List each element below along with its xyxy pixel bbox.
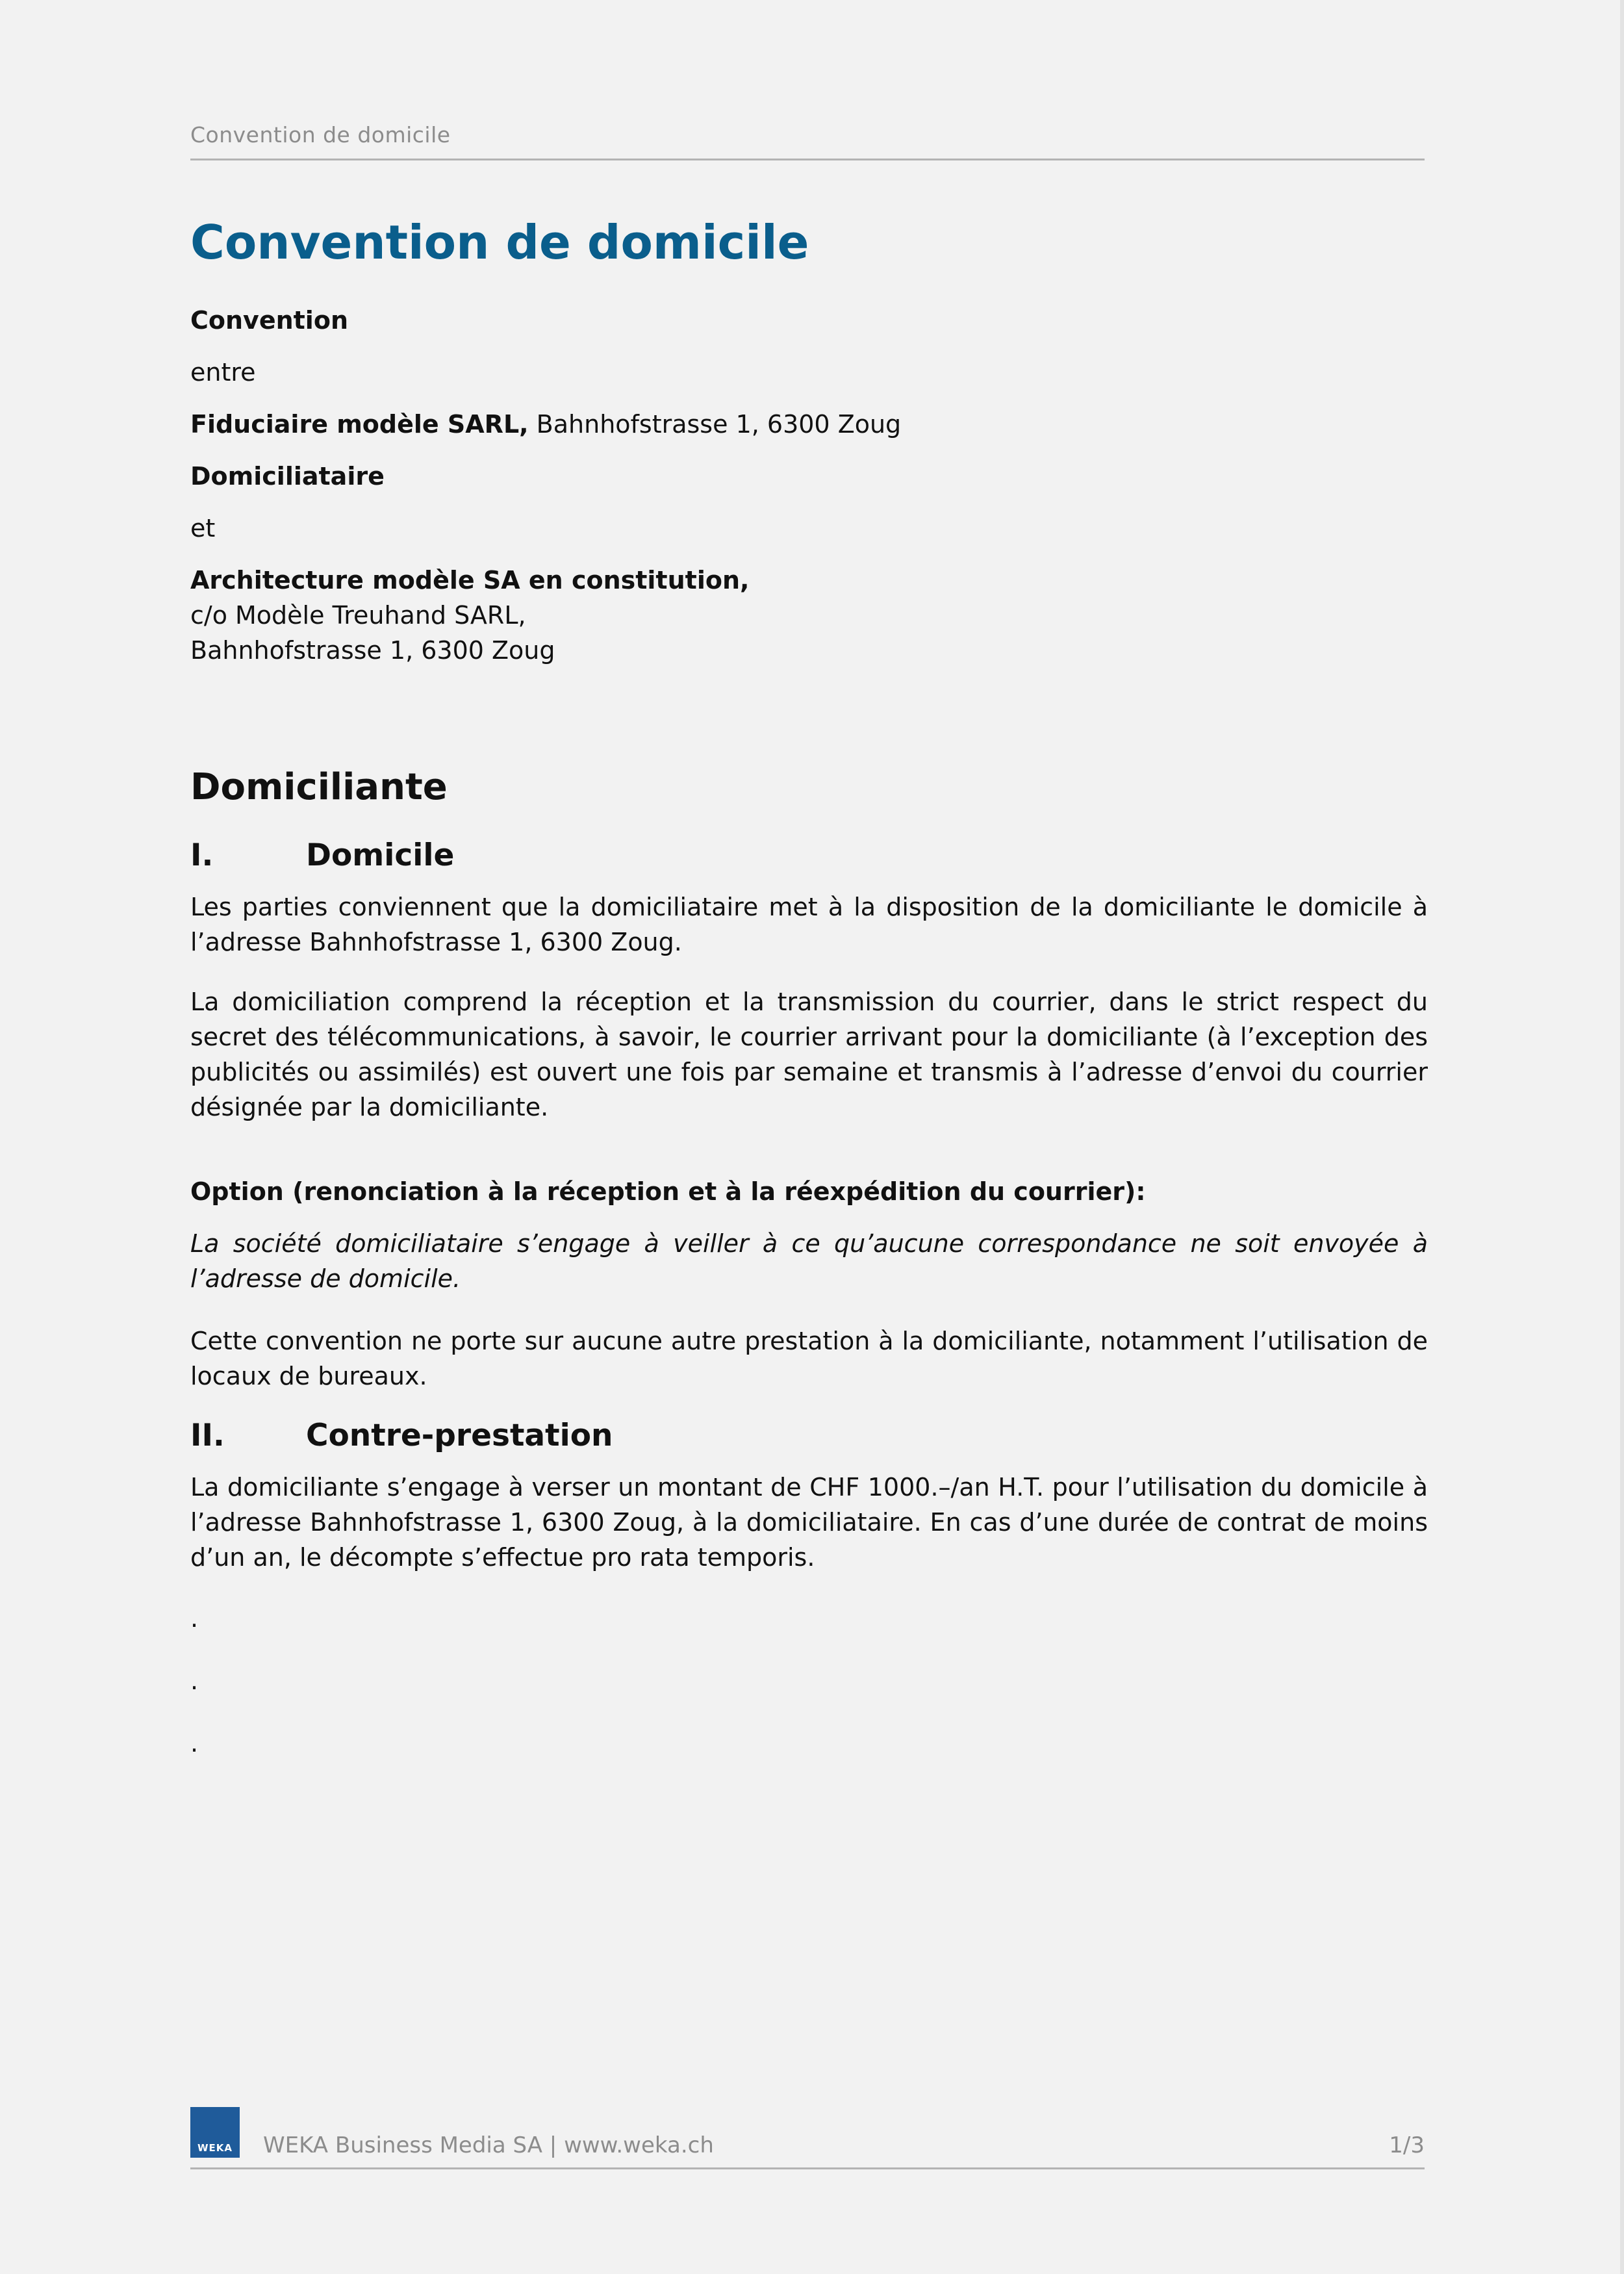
ellipsis-dot: . [190, 1728, 199, 1757]
convention-label: Convention [190, 306, 348, 335]
document-body [190, 214, 1428, 1788]
section-1-paragraph-3: Cette convention ne porte sur aucune autre prestation à la domiciliante, notamment l’utilisation de locaux de bureaux. [190, 1326, 1428, 1390]
page-number: 1/3 [1389, 2132, 1425, 2158]
and-text: et [190, 514, 216, 543]
domiciliataire-address: Bahnhofstrasse 1, 6300 Zoug [528, 410, 902, 439]
domiciliante-address-line-2: Bahnhofstrasse 1, 6300 Zoug [190, 636, 555, 665]
footer-publisher: WEKA Business Media SA | www.weka.ch [263, 2132, 714, 2158]
header-divider [190, 159, 1425, 160]
weka-logo [190, 2107, 240, 2158]
domiciliataire-label: Domiciliataire [190, 462, 385, 491]
option-heading: Option (renonciation à la réception et à la réexpédition du courrier): [190, 1177, 1146, 1206]
section-1-heading [190, 836, 1428, 875]
domiciliataire-line [190, 407, 1428, 442]
between-text: entre [190, 358, 256, 387]
section-2-title: Contre-prestation [306, 1417, 613, 1453]
domiciliante-address-block [190, 563, 1428, 668]
section-2-paragraph-1: La domiciliante s’engage à verser un montant de CHF 1000.–/an H.T. pour l’utilisation du domicile à l’adresse Bahnhofstrasse 1, 6300 Zoug, à la domiciliataire. En cas d’une durée de contrat de moins d’un an, le décompte s’effectue pro rata temporis. [190, 1472, 1428, 1572]
section-1-number: I. [190, 837, 214, 873]
ellipsis-dot: . [190, 1666, 199, 1695]
section-1-paragraph-1: Les parties conviennent que la domiciliataire met à la disposition de la domiciliante le domicile à l’adresse Bahnhofstrasse 1, 6300 Zoug. [190, 892, 1428, 956]
option-text: La société domiciliataire s’engage à veiller à ce qu’aucune correspondance ne soit envoyée à l’adresse de domicile. [190, 1229, 1428, 1293]
page-edge [1620, 0, 1624, 2274]
section-2-heading [190, 1416, 1428, 1455]
section-2-number: II. [190, 1417, 225, 1453]
section-1-paragraph-2: La domiciliation comprend la réception et la transmission du courrier, dans le strict respect du secret des télécommunications, à savoir, le courrier arrivant pour la domiciliante (à l’exception des publicités ou assimilés) est ouvert une fois par semaine et transmis à l’adresse d’envoi du courrier désignée par la domiciliante. [190, 987, 1428, 1121]
footer-divider [190, 2167, 1425, 2169]
document-title: Convention de domicile [190, 215, 809, 270]
running-header: Convention de domicile [190, 122, 451, 147]
weka-logo-text: WEKA [197, 2142, 233, 2154]
section-heading: Domiciliante [190, 766, 448, 809]
domiciliante-name: Architecture modèle SA en constitution, [190, 566, 750, 595]
ellipsis-dot: . [190, 1603, 199, 1633]
domiciliataire-name: Fiduciaire modèle SARL, [190, 410, 529, 439]
section-1-title: Domicile [306, 837, 455, 873]
domiciliante-address-line-1: c/o Modèle Treuhand SARL, [190, 601, 526, 630]
